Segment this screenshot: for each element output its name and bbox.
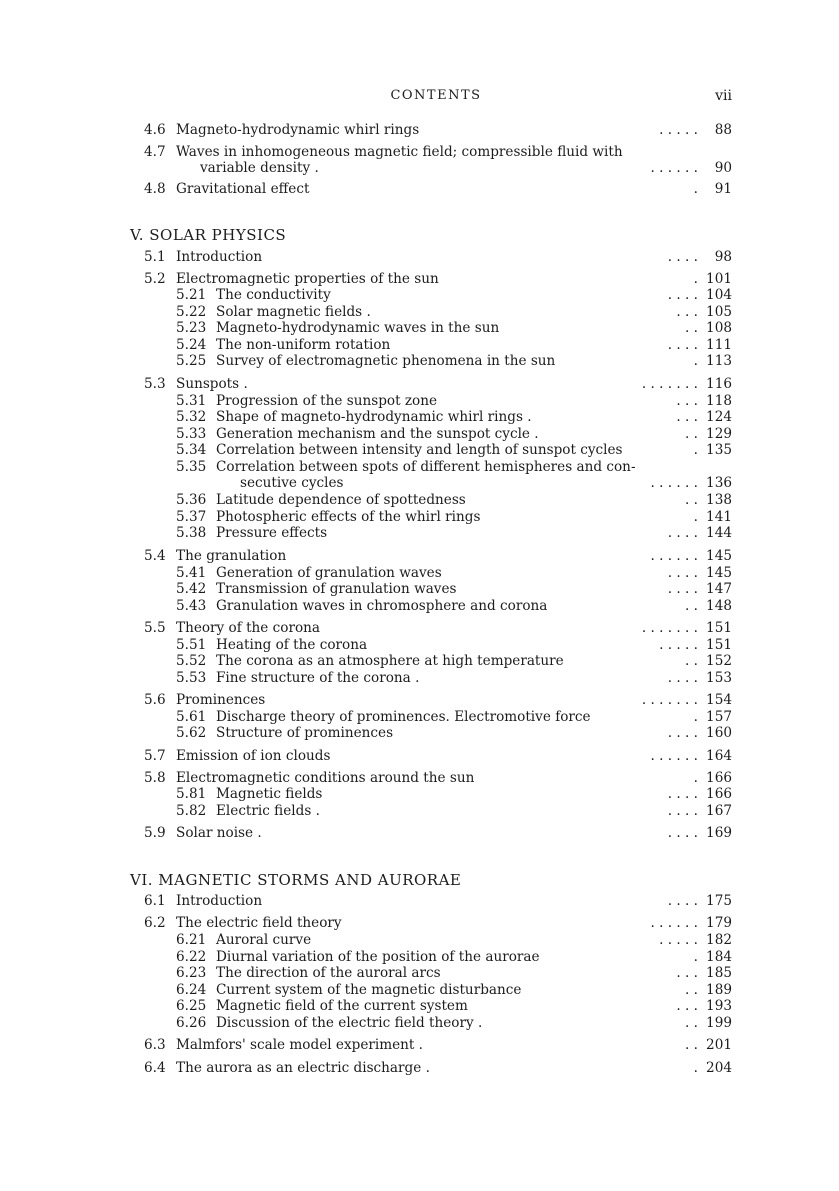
toc-entry [120, 965, 732, 982]
entry-title: The granulation [176, 548, 287, 564]
entry-page: 136 [706, 475, 732, 491]
toc-entry [120, 548, 732, 565]
entry-title: The aurora as an electric discharge . [176, 1060, 430, 1076]
entry-page: 147 [706, 581, 732, 597]
entry-number: 5.62 [176, 725, 207, 741]
toc-entry [120, 949, 732, 966]
entry-page: 151 [706, 637, 732, 653]
toc-entry [120, 725, 732, 742]
entry-number: 6.1 [144, 893, 166, 909]
leader-dots: . [693, 770, 698, 786]
entry-page: 145 [706, 548, 732, 564]
entry-page: 98 [714, 249, 732, 265]
leader-dots: . . . . [667, 803, 698, 819]
leader-dots: . . . . [667, 525, 698, 541]
entry-title: Structure of prominences [216, 725, 394, 741]
entry-title: Emission of ion clouds [176, 748, 331, 764]
toc-entry [120, 803, 732, 820]
entry-title: variable density . [200, 160, 319, 176]
leader-dots: . [693, 181, 698, 197]
entry-page: 124 [706, 409, 732, 425]
toc-entry [120, 337, 732, 354]
leader-dots: . . . [676, 409, 698, 425]
entry-page: 138 [706, 492, 732, 508]
entry-page: 141 [706, 509, 732, 525]
entry-title: Progression of the sunspot zone [216, 393, 438, 409]
entry-page: 199 [706, 1015, 732, 1031]
toc-entry [120, 786, 732, 803]
entry-title: Waves in inhomogeneous magnetic field; compressible fluid with [176, 144, 623, 160]
toc-entry [120, 637, 732, 654]
toc-entry [120, 932, 732, 949]
entry-number: 4.7 [144, 144, 166, 160]
entry-number: 5.37 [176, 509, 207, 525]
leader-dots: . . . . . . [650, 160, 698, 176]
entry-title: Heating of the corona [216, 637, 368, 653]
toc-entry [120, 670, 732, 687]
entry-page: 154 [706, 692, 732, 708]
toc-entry [120, 709, 732, 726]
entry-number: 5.61 [176, 709, 207, 725]
entry-title: Diurnal variation of the position of the aurorae [216, 949, 540, 965]
entry-title: Latitude dependence of spottedness [216, 492, 466, 508]
entry-page: 160 [706, 725, 732, 741]
entry-number: 5.33 [176, 426, 207, 442]
entry-number: 6.26 [176, 1015, 207, 1031]
entry-page: 167 [706, 803, 732, 819]
entry-number: 6.24 [176, 982, 207, 998]
entry-page: 152 [706, 653, 732, 669]
entry-title: Magnetic fields [216, 786, 323, 802]
toc-entry [120, 982, 732, 999]
entry-page: 145 [706, 565, 732, 581]
toc-entry [120, 122, 732, 139]
entry-number: 5.53 [176, 670, 207, 686]
entry-number: 6.21 [176, 932, 207, 948]
entry-title: Magneto-hydrodynamic whirl rings [176, 122, 420, 138]
leader-dots: . . . . [667, 786, 698, 802]
entry-number: 6.22 [176, 949, 207, 965]
toc-entry [120, 304, 732, 321]
leader-dots: . . . . [667, 725, 698, 741]
entry-page: 193 [706, 998, 732, 1014]
entry-number: 4.6 [144, 122, 166, 138]
leader-dots: . [693, 949, 698, 965]
toc-entry [120, 492, 732, 509]
entry-title: Discussion of the electric field theory . [216, 1015, 483, 1031]
entry-title: Auroral curve [216, 932, 312, 948]
entry-page: 108 [706, 320, 732, 336]
entry-title: Electric fields . [216, 803, 320, 819]
entry-page: 184 [706, 949, 732, 965]
entry-page: 166 [706, 786, 732, 802]
entry-title: secutive cycles [240, 475, 344, 491]
toc-entry [120, 692, 732, 709]
entry-number: 5.43 [176, 598, 207, 614]
leader-dots: . . . . [667, 565, 698, 581]
leader-dots: . . . . . . [650, 475, 698, 491]
entry-number: 5.52 [176, 653, 207, 669]
entry-page: 144 [706, 525, 732, 541]
entry-page: 189 [706, 982, 732, 998]
entry-title: Theory of the corona [176, 620, 321, 636]
toc-entry [120, 525, 732, 542]
entry-number: 6.25 [176, 998, 207, 1014]
leader-dots: . . [685, 320, 698, 336]
entry-title: Gravitational effect [176, 181, 310, 197]
toc-entry [120, 1015, 732, 1032]
entry-number: 5.6 [144, 692, 166, 708]
leader-dots: . . . . . . . [641, 376, 698, 392]
chapter-heading: V. SOLAR PHYSICS [130, 226, 287, 244]
entry-title: The non-uniform rotation [216, 337, 391, 353]
entry-title: Correlation between spots of different hemispheres and con- [216, 459, 636, 475]
toc-entry [120, 426, 732, 443]
entry-page: 129 [706, 426, 732, 442]
leader-dots: . . . . [667, 581, 698, 597]
page-number: vii [715, 88, 732, 104]
entry-page: 101 [706, 271, 732, 287]
entry-number: 6.3 [144, 1037, 166, 1053]
entry-title: Magneto-hydrodynamic waves in the sun [216, 320, 500, 336]
leader-dots: . . . . . [659, 637, 698, 653]
entry-page: 169 [706, 825, 732, 841]
entry-number: 5.38 [176, 525, 207, 541]
toc-entry [120, 653, 732, 670]
entry-page: 157 [706, 709, 732, 725]
toc-entry [120, 1037, 732, 1054]
entry-number: 5.23 [176, 320, 207, 336]
leader-dots: . . . . . . . [641, 620, 698, 636]
leader-dots: . . . . [667, 287, 698, 303]
toc-entry [120, 442, 732, 459]
entry-title: Solar noise . [176, 825, 262, 841]
entry-title: Generation of granulation waves [216, 565, 442, 581]
leader-dots: . . . [676, 998, 698, 1014]
entry-number: 5.1 [144, 249, 166, 265]
leader-dots: . . . . . [659, 122, 698, 138]
entry-number: 5.81 [176, 786, 207, 802]
entry-title: Introduction [176, 893, 263, 909]
leader-dots: . . [685, 1015, 698, 1031]
entry-page: 148 [706, 598, 732, 614]
entry-page: 185 [706, 965, 732, 981]
entry-title: The direction of the auroral arcs [216, 965, 441, 981]
toc-entry [120, 998, 732, 1015]
toc-entry [120, 271, 732, 288]
entry-title: Electromagnetic properties of the sun [176, 271, 439, 287]
entry-title: Sunspots . [176, 376, 248, 392]
entry-title: Solar magnetic fields . [216, 304, 371, 320]
entry-title: Generation mechanism and the sunspot cycle . [216, 426, 539, 442]
entry-number: 5.3 [144, 376, 166, 392]
toc-entry [120, 509, 732, 526]
entry-number: 5.35 [176, 459, 207, 475]
leader-dots: . . [685, 653, 698, 669]
toc-entry [120, 376, 732, 393]
entry-number: 5.36 [176, 492, 207, 508]
entry-title: The electric field theory [176, 915, 342, 931]
leader-dots: . . . [676, 393, 698, 409]
toc-entry [120, 249, 732, 266]
entry-number: 5.21 [176, 287, 207, 303]
entry-title: Electromagnetic conditions around the sun [176, 770, 475, 786]
entry-number: 5.34 [176, 442, 207, 458]
entry-page: 116 [706, 376, 732, 392]
entry-page: 111 [706, 337, 732, 353]
toc-entry [120, 893, 732, 910]
entry-title: Granulation waves in chromosphere and corona [216, 598, 548, 614]
entry-page: 118 [706, 393, 732, 409]
leader-dots: . . . . [667, 670, 698, 686]
entry-page: 88 [714, 122, 732, 138]
toc-entry [120, 144, 732, 161]
leader-dots: . [693, 1060, 698, 1076]
leader-dots: . . . . [667, 249, 698, 265]
entry-number: 5.24 [176, 337, 207, 353]
entry-page: 135 [706, 442, 732, 458]
toc-entry [120, 393, 732, 410]
entry-number: 5.8 [144, 770, 166, 786]
entry-number: 5.4 [144, 548, 166, 564]
toc-entry [120, 825, 732, 842]
entry-title: Fine structure of the corona . [216, 670, 420, 686]
entry-title: Photospheric effects of the whirl rings [216, 509, 481, 525]
entry-page: 104 [706, 287, 732, 303]
entry-page: 105 [706, 304, 732, 320]
entry-page: 179 [706, 915, 732, 931]
toc-entry [120, 475, 732, 492]
entry-number: 5.25 [176, 353, 207, 369]
leader-dots: . . [685, 982, 698, 998]
entry-number: 5.9 [144, 825, 166, 841]
leader-dots: . . . . [667, 825, 698, 841]
entry-title: Discharge theory of prominences. Electromotive force [216, 709, 591, 725]
toc-entry [120, 915, 732, 932]
leader-dots: . [693, 509, 698, 525]
leader-dots: . [693, 271, 698, 287]
leader-dots: . [693, 442, 698, 458]
leader-dots: . . [685, 1037, 698, 1053]
entry-number: 5.32 [176, 409, 207, 425]
toc-entry [120, 770, 732, 787]
entry-title: Shape of magneto-hydrodynamic whirl rings . [216, 409, 532, 425]
toc-entry [120, 160, 732, 177]
entry-title: Transmission of granulation waves [216, 581, 457, 597]
entry-number: 5.51 [176, 637, 207, 653]
leader-dots: . [693, 709, 698, 725]
entry-number: 5.2 [144, 271, 166, 287]
leader-dots: . . . . . . [650, 548, 698, 564]
entry-page: 153 [706, 670, 732, 686]
toc-entry [120, 598, 732, 615]
entry-number: 5.31 [176, 393, 207, 409]
leader-dots: . . . . . . [650, 748, 698, 764]
entry-page: 164 [706, 748, 732, 764]
toc-entry [120, 409, 732, 426]
running-header [140, 88, 732, 106]
toc-entry [120, 320, 732, 337]
entry-page: 201 [706, 1037, 732, 1053]
leader-dots: . . . . [667, 337, 698, 353]
entry-page: 175 [706, 893, 732, 909]
entry-title: The corona as an atmosphere at high temperature [216, 653, 564, 669]
entry-title: Pressure effects [216, 525, 328, 541]
entry-number: 5.22 [176, 304, 207, 320]
leader-dots: . . . [676, 965, 698, 981]
entry-page: 90 [714, 160, 732, 176]
toc-entry [120, 748, 732, 765]
toc-entry [120, 353, 732, 370]
leader-dots: . . . . [667, 893, 698, 909]
entry-title: Current system of the magnetic disturbance [216, 982, 522, 998]
entry-page: 182 [706, 932, 732, 948]
leader-dots: . . [685, 492, 698, 508]
entry-page: 166 [706, 770, 732, 786]
entry-number: 6.4 [144, 1060, 166, 1076]
toc-entry [120, 1060, 732, 1077]
toc-entry [120, 620, 732, 637]
entry-page: 151 [706, 620, 732, 636]
toc-entry [120, 287, 732, 304]
entry-number: 5.7 [144, 748, 166, 764]
entry-title: Correlation between intensity and length of sunspot cycles [216, 442, 623, 458]
entry-title: The conductivity [216, 287, 331, 303]
entry-number: 5.82 [176, 803, 207, 819]
entry-title: Malmfors' scale model experiment . [176, 1037, 424, 1053]
chapter-heading: VI. MAGNETIC STORMS AND AURORAE [130, 871, 462, 889]
entry-title: Magnetic field of the current system [216, 998, 468, 1014]
entry-page: 113 [706, 353, 732, 369]
leader-dots: . . . . . [659, 932, 698, 948]
entry-number: 4.8 [144, 181, 166, 197]
leader-dots: . . . . . . . [641, 692, 698, 708]
toc-entry [120, 581, 732, 598]
toc-entry [120, 565, 732, 582]
leader-dots: . [693, 353, 698, 369]
entry-number: 6.2 [144, 915, 166, 931]
entry-title: Prominences [176, 692, 266, 708]
entry-number: 6.23 [176, 965, 207, 981]
leader-dots: . . [685, 426, 698, 442]
toc-entry [120, 459, 732, 476]
entry-page: 91 [714, 181, 732, 197]
entry-title: Introduction [176, 249, 263, 265]
leader-dots: . . . . . . [650, 915, 698, 931]
running-title: CONTENTS [390, 88, 482, 103]
leader-dots: . . [685, 598, 698, 614]
leader-dots: . . . [676, 304, 698, 320]
entry-title: Survey of electromagnetic phenomena in the sun [216, 353, 556, 369]
toc-entry [120, 181, 732, 198]
entry-number: 5.42 [176, 581, 207, 597]
entry-page: 204 [706, 1060, 732, 1076]
entry-number: 5.41 [176, 565, 207, 581]
entry-number: 5.5 [144, 620, 166, 636]
